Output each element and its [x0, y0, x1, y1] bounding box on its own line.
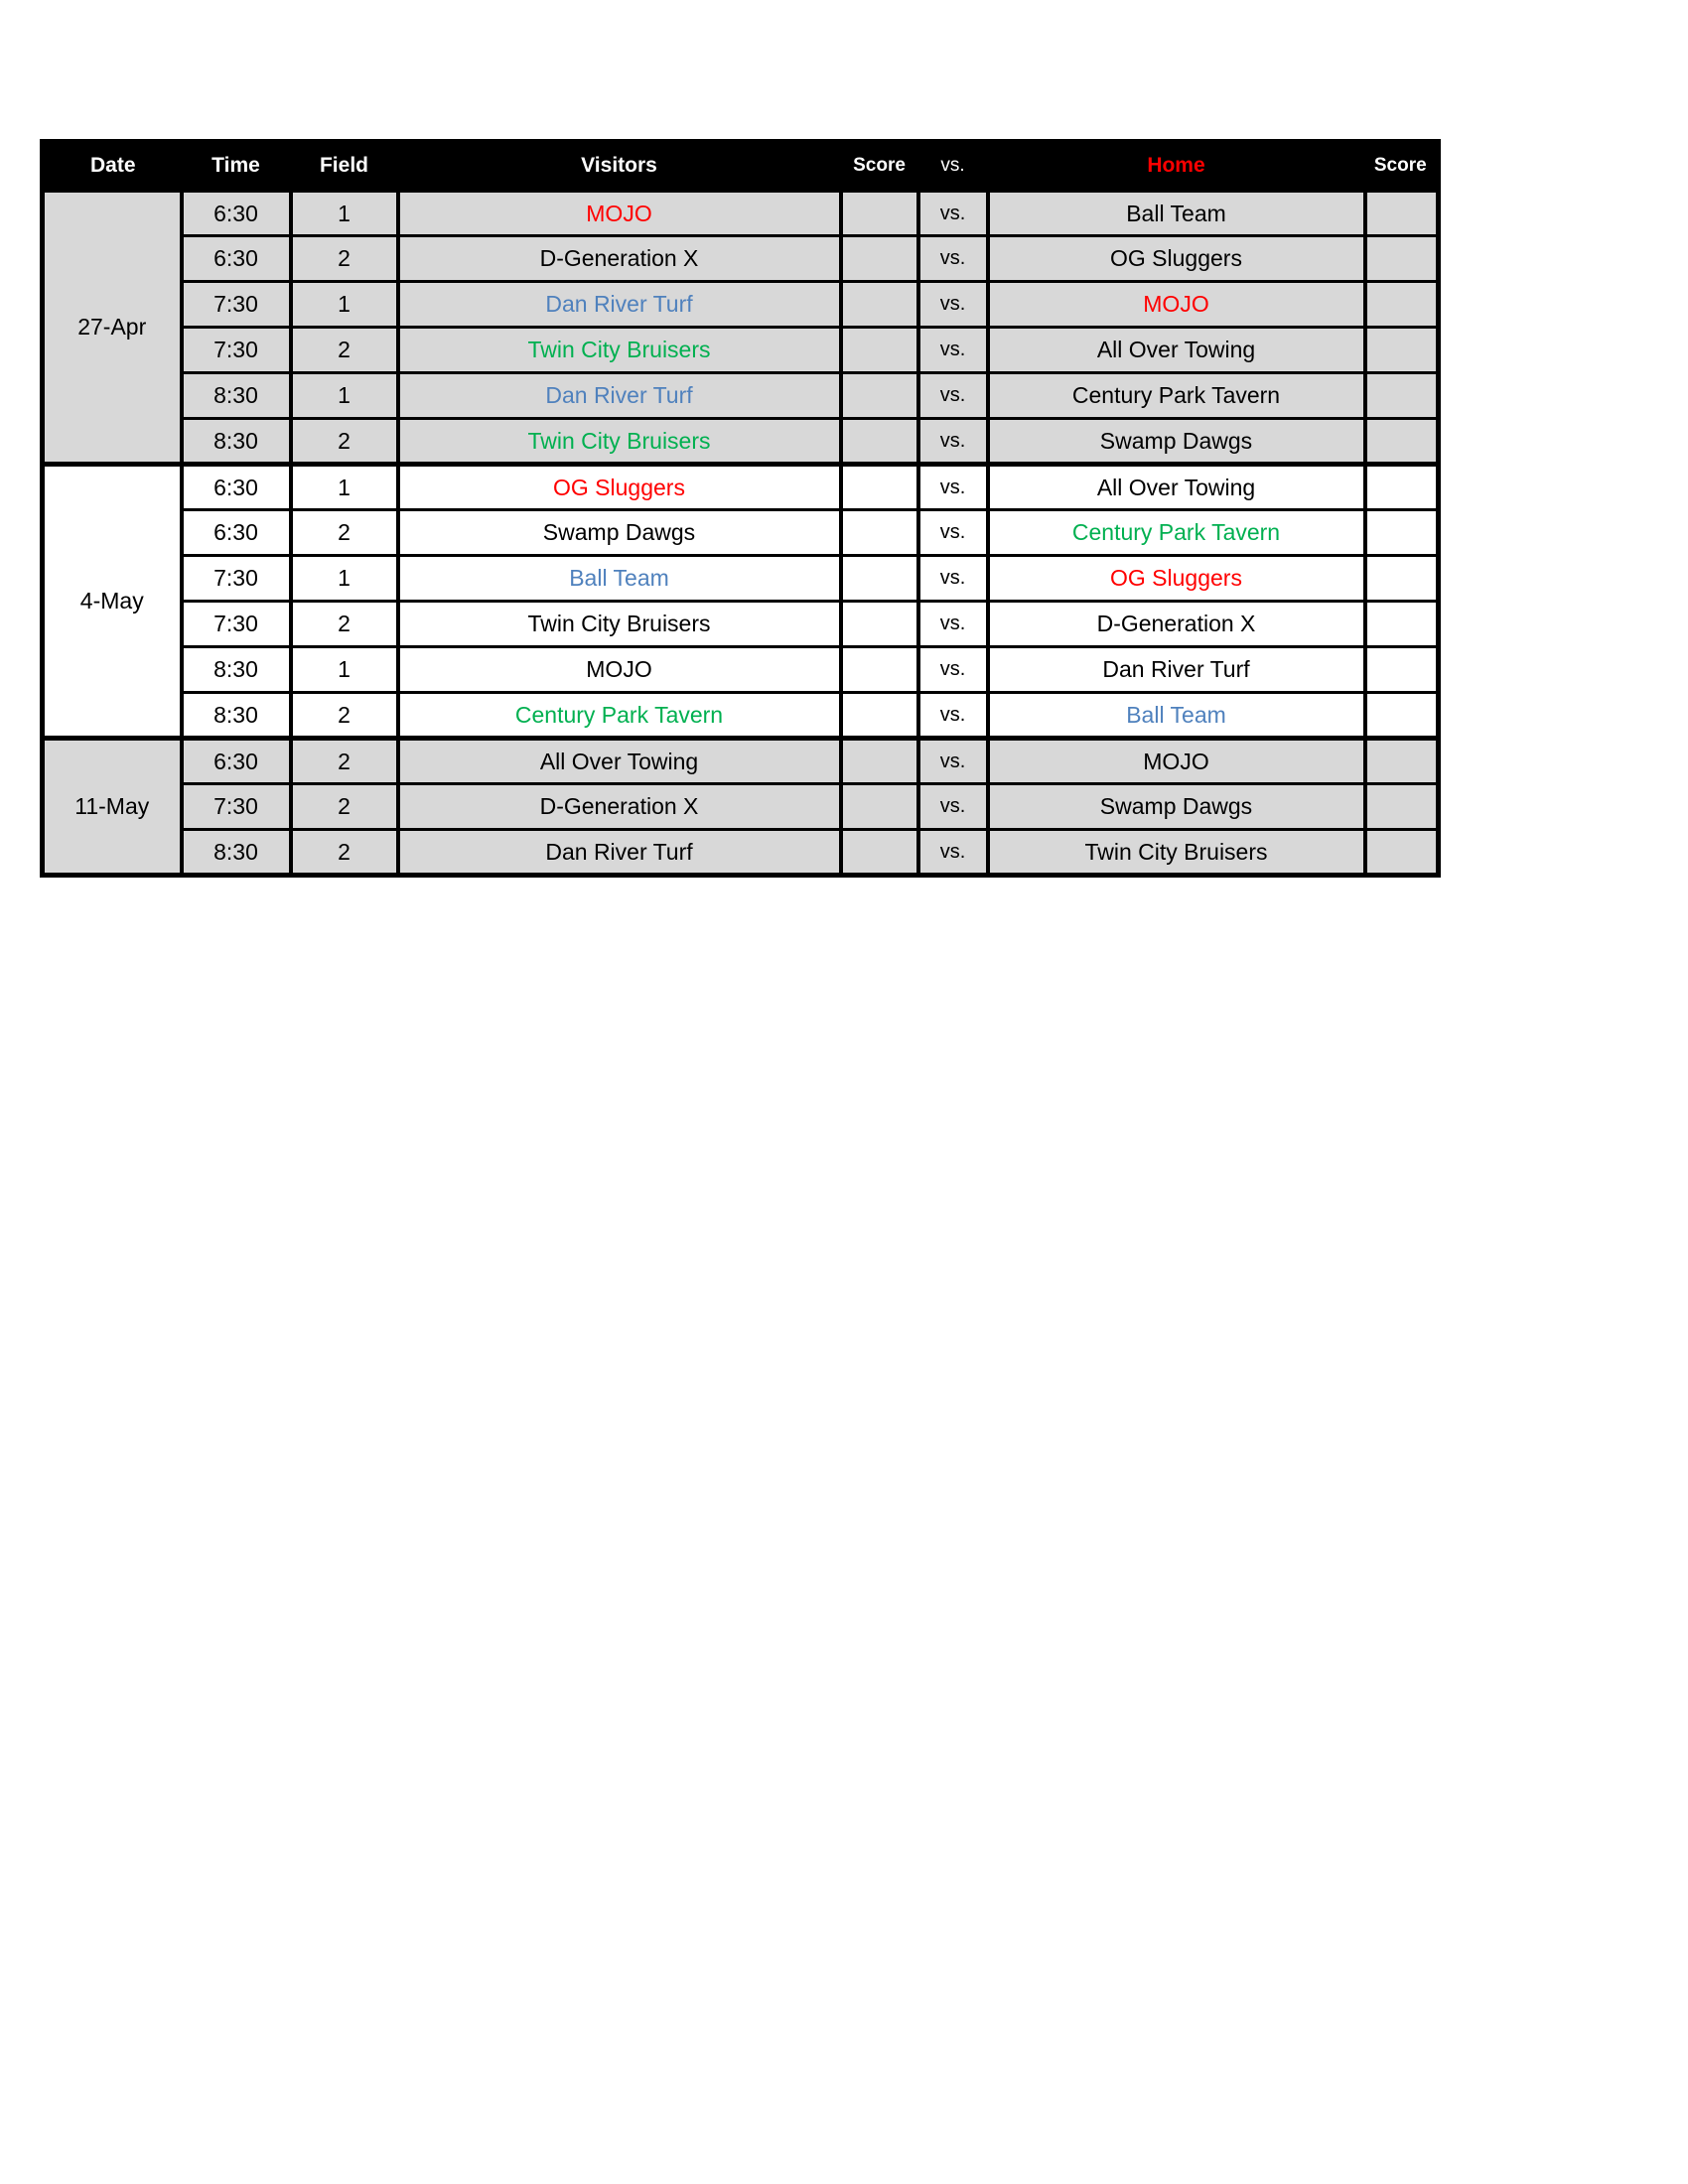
field-cell: 2 [291, 784, 398, 830]
home-team-cell: Ball Team [988, 693, 1365, 739]
col-header-field: Field [291, 142, 398, 191]
field-cell: 2 [291, 236, 398, 282]
col-header-visitors: Visitors [398, 142, 841, 191]
home-score-cell [1365, 784, 1439, 830]
schedule-header [43, 142, 1439, 191]
date-cell: 27-Apr [43, 191, 182, 465]
visitor-score-cell [841, 373, 918, 419]
time-cell: 6:30 [182, 191, 291, 236]
vs-cell: vs. [918, 739, 988, 784]
time-cell: 6:30 [182, 236, 291, 282]
home-score-cell [1365, 328, 1439, 373]
visitor-team-cell: MOJO [398, 647, 841, 693]
game-row [43, 739, 1439, 784]
home-score-cell [1365, 419, 1439, 465]
home-team-cell: D-Generation X [988, 602, 1365, 647]
game-row [43, 419, 1439, 465]
home-team-cell: OG Sluggers [988, 556, 1365, 602]
vs-cell: vs. [918, 191, 988, 236]
visitor-team-cell: Twin City Bruisers [398, 419, 841, 465]
header-row [43, 142, 1439, 191]
vs-cell: vs. [918, 282, 988, 328]
field-cell: 2 [291, 419, 398, 465]
vs-cell: vs. [918, 602, 988, 647]
visitor-team-cell: Century Park Tavern [398, 693, 841, 739]
visitor-score-cell [841, 830, 918, 876]
visitor-team-cell: All Over Towing [398, 739, 841, 784]
home-team-cell: All Over Towing [988, 465, 1365, 510]
home-score-cell [1365, 602, 1439, 647]
vs-cell: vs. [918, 236, 988, 282]
visitor-score-cell [841, 739, 918, 784]
vs-cell: vs. [918, 693, 988, 739]
col-header-date: Date [43, 142, 182, 191]
vs-cell: vs. [918, 647, 988, 693]
game-row [43, 191, 1439, 236]
home-team-cell: Century Park Tavern [988, 510, 1365, 556]
col-header-visitor-score: Score [841, 142, 918, 191]
home-team-cell: Century Park Tavern [988, 373, 1365, 419]
game-row [43, 236, 1439, 282]
field-cell: 2 [291, 328, 398, 373]
game-row [43, 830, 1439, 876]
date-group-11-may [43, 739, 1439, 876]
vs-cell: vs. [918, 419, 988, 465]
visitor-score-cell [841, 784, 918, 830]
field-cell: 2 [291, 693, 398, 739]
visitor-team-cell: Dan River Turf [398, 282, 841, 328]
game-row [43, 647, 1439, 693]
visitor-team-cell: MOJO [398, 191, 841, 236]
game-row [43, 465, 1439, 510]
visitor-score-cell [841, 328, 918, 373]
home-team-cell: Twin City Bruisers [988, 830, 1365, 876]
field-cell: 1 [291, 282, 398, 328]
field-cell: 1 [291, 465, 398, 510]
visitor-score-cell [841, 647, 918, 693]
date-cell: 4-May [43, 465, 182, 739]
game-row [43, 373, 1439, 419]
visitor-score-cell [841, 236, 918, 282]
time-cell: 8:30 [182, 830, 291, 876]
col-header-home-score: Score [1365, 142, 1439, 191]
home-score-cell [1365, 191, 1439, 236]
game-row [43, 784, 1439, 830]
home-team-cell: Swamp Dawgs [988, 784, 1365, 830]
home-score-cell [1365, 373, 1439, 419]
date-group-4-may [43, 465, 1439, 739]
visitor-score-cell [841, 191, 918, 236]
field-cell: 2 [291, 830, 398, 876]
time-cell: 8:30 [182, 693, 291, 739]
game-row [43, 282, 1439, 328]
visitor-score-cell [841, 419, 918, 465]
visitor-team-cell: Dan River Turf [398, 373, 841, 419]
home-team-cell: Ball Team [988, 191, 1365, 236]
visitor-team-cell: Dan River Turf [398, 830, 841, 876]
home-team-cell: MOJO [988, 282, 1365, 328]
game-row [43, 693, 1439, 739]
date-group-27-apr [43, 191, 1439, 465]
home-score-cell [1365, 236, 1439, 282]
home-score-cell [1365, 282, 1439, 328]
time-cell: 8:30 [182, 647, 291, 693]
visitor-team-cell: Ball Team [398, 556, 841, 602]
visitor-score-cell [841, 693, 918, 739]
visitor-score-cell [841, 602, 918, 647]
game-row [43, 328, 1439, 373]
field-cell: 1 [291, 191, 398, 236]
time-cell: 6:30 [182, 465, 291, 510]
time-cell: 7:30 [182, 328, 291, 373]
time-cell: 7:30 [182, 556, 291, 602]
time-cell: 7:30 [182, 784, 291, 830]
game-row [43, 510, 1439, 556]
visitor-score-cell [841, 465, 918, 510]
vs-cell: vs. [918, 784, 988, 830]
home-team-cell: All Over Towing [988, 328, 1365, 373]
visitor-score-cell [841, 556, 918, 602]
visitor-team-cell: Twin City Bruisers [398, 602, 841, 647]
field-cell: 1 [291, 647, 398, 693]
home-score-cell [1365, 556, 1439, 602]
home-score-cell [1365, 647, 1439, 693]
col-header-home: Home [988, 142, 1365, 191]
visitor-team-cell: OG Sluggers [398, 465, 841, 510]
home-score-cell [1365, 465, 1439, 510]
time-cell: 8:30 [182, 373, 291, 419]
vs-cell: vs. [918, 510, 988, 556]
home-team-cell: Swamp Dawgs [988, 419, 1365, 465]
col-header-vs: vs. [918, 142, 988, 191]
time-cell: 8:30 [182, 419, 291, 465]
home-team-cell: OG Sluggers [988, 236, 1365, 282]
game-row [43, 556, 1439, 602]
home-score-cell [1365, 739, 1439, 784]
visitor-team-cell: D-Generation X [398, 236, 841, 282]
field-cell: 1 [291, 556, 398, 602]
vs-cell: vs. [918, 830, 988, 876]
visitor-score-cell [841, 282, 918, 328]
game-row [43, 602, 1439, 647]
field-cell: 2 [291, 602, 398, 647]
time-cell: 6:30 [182, 510, 291, 556]
field-cell: 1 [291, 373, 398, 419]
vs-cell: vs. [918, 465, 988, 510]
visitor-team-cell: D-Generation X [398, 784, 841, 830]
time-cell: 7:30 [182, 282, 291, 328]
vs-cell: vs. [918, 556, 988, 602]
col-header-time: Time [182, 142, 291, 191]
home-score-cell [1365, 830, 1439, 876]
time-cell: 6:30 [182, 739, 291, 784]
home-score-cell [1365, 693, 1439, 739]
field-cell: 2 [291, 739, 398, 784]
date-cell: 11-May [43, 739, 182, 876]
home-team-cell: Dan River Turf [988, 647, 1365, 693]
field-cell: 2 [291, 510, 398, 556]
time-cell: 7:30 [182, 602, 291, 647]
vs-cell: vs. [918, 328, 988, 373]
visitor-team-cell: Swamp Dawgs [398, 510, 841, 556]
league-schedule-table [40, 139, 1441, 878]
vs-cell: vs. [918, 373, 988, 419]
visitor-team-cell: Twin City Bruisers [398, 328, 841, 373]
visitor-score-cell [841, 510, 918, 556]
home-score-cell [1365, 510, 1439, 556]
home-team-cell: MOJO [988, 739, 1365, 784]
